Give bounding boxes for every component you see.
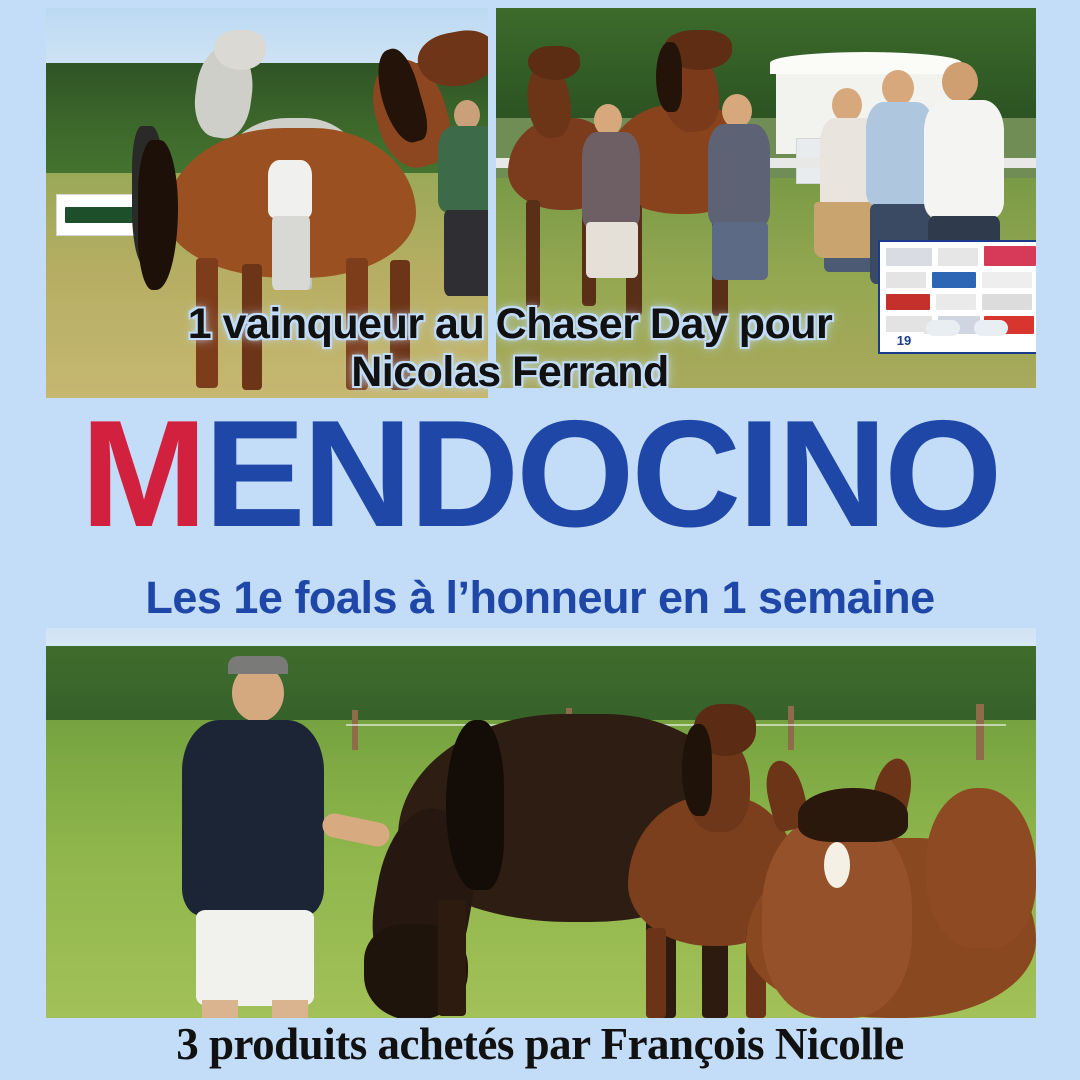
subtitle-top-line1: 1 vainqueur au Chaser Day pour: [187, 300, 833, 348]
footer-text: 3 produits achetés par François Nicolle: [176, 1019, 904, 1069]
headline-accent-letter: M: [80, 389, 205, 559]
man-shorts: [196, 910, 314, 1006]
page-title: [0, 389, 1080, 559]
headline-rest: ENDOCINO: [204, 389, 1000, 559]
subtitle-mid: Les 1e foals à l’honneur en 1 semaine: [145, 572, 935, 623]
man-polo-shirt: [182, 720, 324, 916]
subtitle-top: [50, 300, 970, 396]
photo-field-bottom: [46, 628, 1036, 1018]
foal-blaze: [824, 842, 850, 888]
banner-number: 19: [884, 332, 924, 350]
sunglasses-on-head: [228, 656, 288, 674]
subtitle-top-line2: Nicolas Ferrand: [351, 348, 669, 397]
